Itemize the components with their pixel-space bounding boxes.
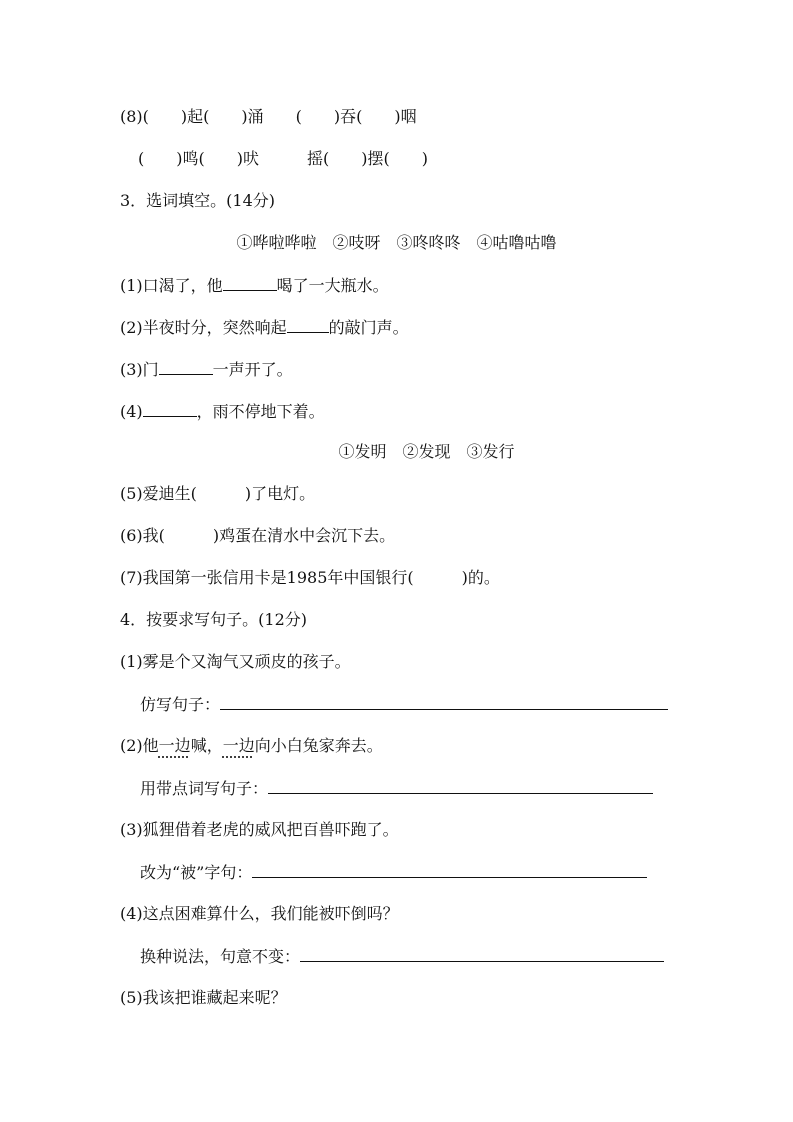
q4-answer-4[interactable]: [300, 945, 664, 962]
q4-answer-1[interactable]: [220, 693, 668, 710]
q4-s2-dotted-2: 一边: [222, 736, 255, 755]
q4-sentence-3: (3)狐狸借着老虎的威风把百兽吓跑了。: [120, 820, 399, 839]
q3-sentence-4: [120, 400, 325, 423]
q4-answer-3[interactable]: [252, 861, 647, 878]
q3-title: 3．选词填空。(14分): [120, 191, 276, 210]
q4-task-1: [140, 693, 668, 716]
q3-s2-pre: (2)半夜时分，突然响起: [120, 318, 287, 337]
q4-task-3-label: 改为“被”字句：: [140, 863, 253, 882]
q4-s2-a: (2)他: [120, 736, 159, 755]
q4-task-2: [140, 777, 653, 800]
q3-sentence-6: (6)我( )鸡蛋在清水中会沉下去。: [120, 526, 396, 545]
q3-s2-post: 的敲门声。: [328, 318, 409, 337]
q3-s2-blank[interactable]: [287, 316, 329, 333]
q4-task-3: [140, 861, 647, 884]
q3-s3-blank[interactable]: [159, 358, 213, 375]
q3-s1-blank[interactable]: [223, 274, 277, 291]
q4-sentence-4: (4)这点困难算什么，我们能被吓倒吗？: [120, 904, 399, 923]
q3-sentence-3: [120, 358, 293, 381]
q3-sentence-5: (5)爱迪生( )了电灯。: [120, 484, 316, 503]
q2-item8-row1: (8)( )起( )涌 ( )吞( )咽: [120, 107, 417, 126]
q3-sentence-7: (7)我国第一张信用卡是1985年中国银行( )的。: [120, 568, 500, 587]
q3-s4-blank[interactable]: [143, 400, 197, 417]
q2-item8-row2: ( )鸣( )吠 摇( )摆( ): [138, 149, 428, 168]
q3-s1-post: 喝了一大瓶水。: [276, 276, 389, 295]
q3-s4-post: ，雨不停地下着。: [196, 402, 325, 421]
q4-s2-c: 喊，: [190, 736, 223, 755]
q3-options-1: ①哗啦哗啦 ②吱呀 ③咚咚咚 ④咕噜咕噜: [236, 233, 557, 252]
q4-task-1-label: 仿写句子：: [140, 695, 221, 714]
q4-answer-2[interactable]: [268, 777, 653, 794]
q4-s2-dotted-1: 一边: [158, 736, 191, 755]
q4-s2-e: 向小白兔家奔去。: [254, 736, 383, 755]
q4-task-4: [140, 945, 664, 968]
q3-sentence-2: [120, 316, 409, 339]
q4-task-4-label: 换种说法，句意不变：: [140, 947, 301, 966]
q4-title: 4．按要求写句子。(12分): [120, 610, 308, 629]
q4-sentence-1: (1)雾是个又淘气又顽皮的孩子。: [120, 652, 351, 671]
q3-options-2: ①发明 ②发现 ③发行: [338, 442, 515, 461]
q3-s3-pre: (3)门: [120, 360, 159, 379]
q3-s3-post: 一声开了。: [212, 360, 293, 379]
q4-sentence-5: (5)我该把谁藏起来呢？: [120, 988, 287, 1007]
q3-sentence-1: [120, 274, 389, 297]
q4-sentence-2: [120, 735, 383, 757]
q3-s4-pre: (4): [120, 402, 143, 421]
q3-s1-pre: (1)口渴了，他: [120, 276, 223, 295]
q4-task-2-label: 用带点词写句子：: [140, 779, 269, 798]
